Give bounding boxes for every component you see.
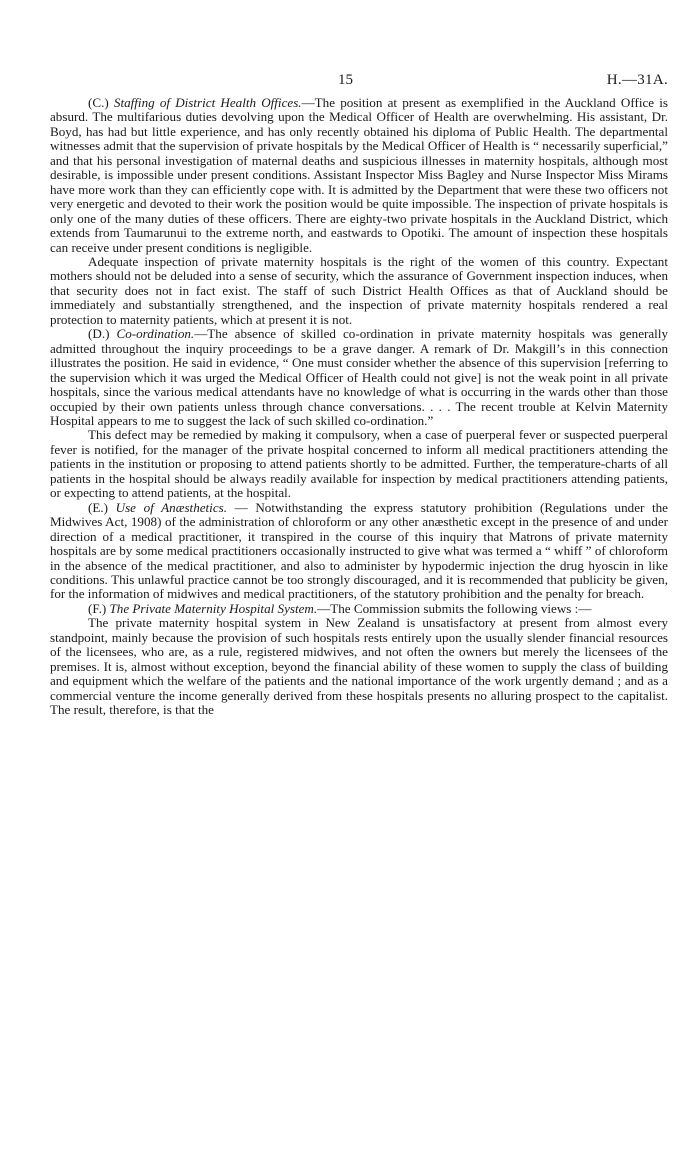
paragraph-coordination: [50, 327, 668, 428]
paragraph-text: —The absence of skilled co-ordination in private maternity hospitals was generally admitted throughout the inquiry proceedings to be a grave danger. A remark of Dr. Makgill’s in this connection illustrates the position. He said in evidence, “ One must consider whether the absence of this supervision [referring to the supervision which it was urged the Medical Officer of Health could not give] is not the weak point in all private hospitals, since the various medical attendants have no knowledge of what is occurring in the wards other than those occupied by their own patients unless through chance conversations. . . . The recent trouble at Kelvin Maternity Hospital appears to me to suggest the lack of such skilled co-ordination.”: [50, 326, 669, 428]
paragraph-text: —The position at present as exemplified in the Auckland Office is absurd. The multifarious duties devolving upon the Medical Officer of Health are overwhelming. His assistant, Dr. Boyd, has had but little experience, and has only recently obtained his diploma of Public Health. The departmental witnesses admit that the supervision of private hospitals by the Medical Officer of Health is “ necessarily superficial,” and that his personal investigation of maternal deaths and suspicious illnesses in maternity hospitals, although most desirable, is impossible under present conditions. Assistant Inspector Miss Bagley and Nurse Inspector Miss Mirams have more work than they can efficiently cope with. It is admitted by the Department that were these two officers not very energetic and devoted to their work the position would be quite impossible. The inspection of private hospitals is only one of the many duties of these officers. There are eighty-two private hospitals in the Auckland District, which extends from Taumarunui to the extreme north, and eastwards to Opotiki. The amount of inspection these hospitals can receive under present conditions is negligible.: [50, 95, 669, 255]
section-lead: (F.): [88, 600, 107, 616]
section-lead: (C.): [88, 95, 109, 110]
page-number: 15: [338, 72, 353, 88]
paragraph-private-system: [50, 602, 668, 616]
paragraph-defect-remedy: [50, 428, 668, 500]
paragraph-adequate-inspection: [50, 255, 668, 327]
section-lead: (D.): [88, 326, 110, 342]
section-heading: Staffing of District Health Offices.: [113, 95, 302, 110]
body-text: [50, 96, 668, 717]
paragraph-text: Adequate inspection of private maternity hospitals is the right of the women of this country. Expectant mothers should not be deluded into a sense of security, which the assurance of Government inspection induces, when that security does not in fact exist. The staff of such District Health Offices as that of Auckland should be immediately and substantially strengthened, and the inspection of private maternity hospitals rendered a real protection to maternity patients, which at present it is not.: [50, 253, 668, 327]
paragraph-system-views: [50, 616, 668, 717]
section-heading: The Private Maternity Hospital System.: [109, 600, 318, 616]
section-heading: Use of Anæsthetics.: [115, 499, 228, 515]
paragraph-anaesthetics: [50, 501, 668, 602]
paragraph-text: The private maternity hospital system in New Zealand is unsatisfactory at present from almost every standpoint, mainly because the provision of such hospitals rests entirely upon the usually slender financial resources of the licensees, who are, as a rule, registered midwives, and not often the owners but merely the licensees of the premises. It is, almost without exception, beyond the financial ability of these women to supply the class of building and equipment which the welfare of the patients and the national importance of the work urgently demand ; and as a commercial venture the income generally derived from these hospitals presents no alluring prospect to the capitalist. The result, therefore, is that the: [50, 615, 668, 718]
paragraph-staffing: [50, 96, 668, 255]
section-lead: (E.): [88, 499, 108, 515]
document-reference: H.—31A.: [606, 72, 668, 88]
paragraph-text: This defect may be remedied by making it compulsory, when a case of puerperal fever or suspected puerperal fever is notified, for the manager of the private hospital concerned to inform all medical practitioners attending the patients in the institution or proposing to attend patients shortly to be admitted. Further, the temperature-charts of all patients in the hospital should be always readily available for inspection by medical practitioners attending patients, or expecting to attend patients, at the hospital.: [50, 427, 668, 501]
paragraph-text: —The Commission submits the following views :—: [317, 600, 592, 616]
section-heading: Co-ordination.: [116, 326, 195, 342]
document-page: [50, 0, 669, 718]
paragraph-text: — Notwithstanding the express statutory prohibition (Regulations under the Midwives Act, 1908) of the administration of chloroform or any other anæsthetic except in the presence of and under direction of a medical practitioner, it transpired in the course of this inquiry that Matrons of private maternity hospitals are by some medical practitioners occasionally instructed to give what was termed a “ whiff ” of chloroform in the absence of the medical practitioner, and also to administer by hypodermic injection the drug hyoscin in like conditions. This unlawful practice cannot be too strongly discouraged, and it is recommended that publicity be given, for the information of midwives and medical practitioners, of the statutory prohibition and the penalty for breach.: [50, 499, 668, 602]
